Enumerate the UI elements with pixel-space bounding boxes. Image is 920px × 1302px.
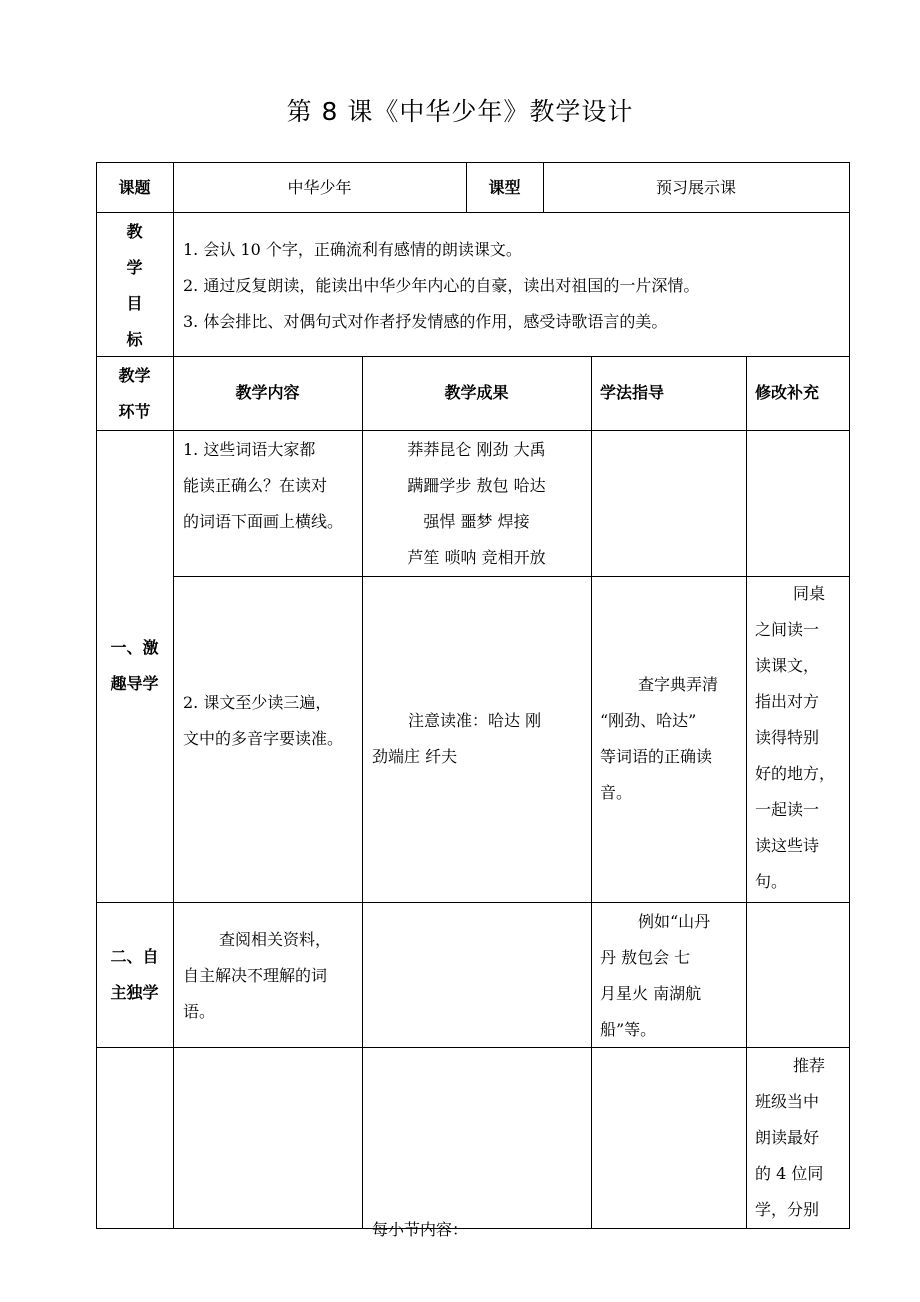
page-title: 第 8 课《中华少年》教学设计 [286,97,634,126]
topic-label: 课题 [118,178,151,197]
section2-stage-1: 二、自 [110,947,159,966]
type-label: 课型 [488,178,521,197]
topic-value: 中华少年 [287,178,352,197]
stage-header-2: 环节 [118,402,151,421]
objective-item: 3. 体会排比、对偶句式对作者抒发情感的作用，感受诗歌语言的美。 [183,312,668,331]
objective-item: 2. 通过反复朗读，能读出中华少年内心的自豪，读出对祖国的一片深情。 [183,276,700,295]
method-header: 学法指导 [600,383,665,402]
result-header: 教学成果 [444,383,509,402]
section1-stage-1: 一、激 [110,638,159,657]
s3-result-partial: 每小节内容： [372,1220,469,1239]
content-header: 教学内容 [235,383,300,402]
revise-header: 修改补充 [755,383,820,402]
section1-stage-2: 趣导学 [110,674,159,693]
type-value: 预习展示课 [655,178,736,197]
objective-item: 1. 会认 10 个字，正确流利有感情的朗读课文。 [183,240,522,259]
stage-header-1: 教学 [118,366,151,385]
section2-stage-2: 主独学 [110,983,159,1002]
